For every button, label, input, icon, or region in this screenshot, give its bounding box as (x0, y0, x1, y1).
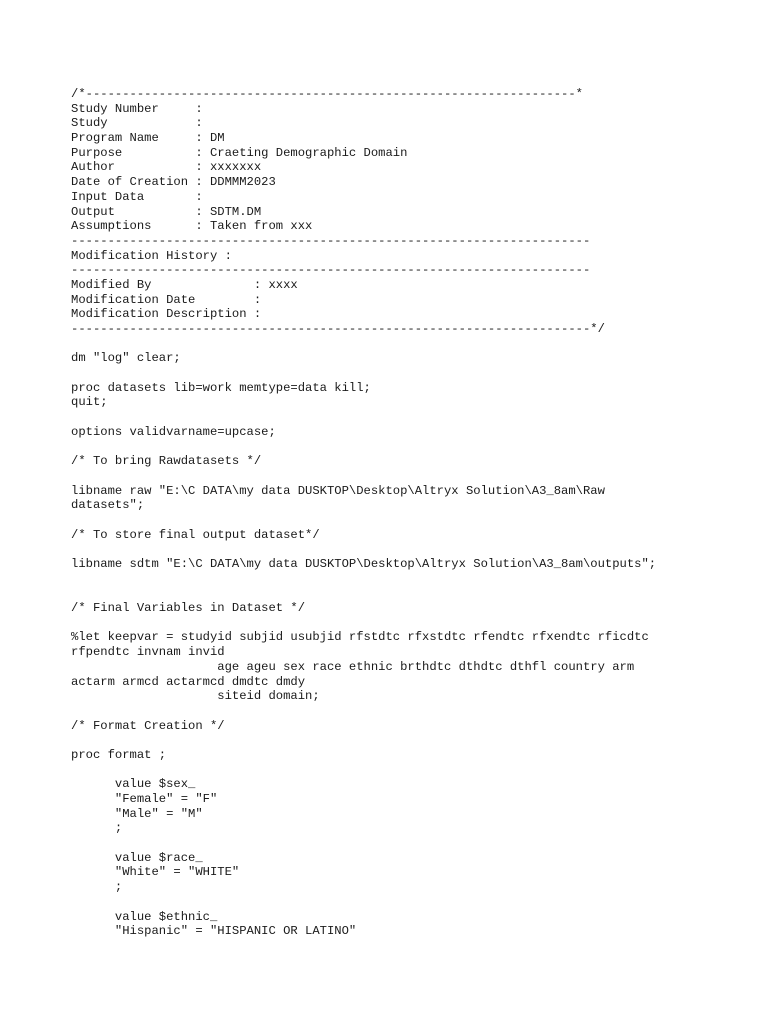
code-line: -----------------------------------------------------------------------*/ (71, 322, 605, 336)
code-line: /* Format Creation */ (71, 718, 225, 733)
code-line: Modification Description : (71, 307, 262, 322)
code-line: Input Data : (71, 189, 203, 204)
code-line: "Hispanic" = "HISPANIC OR LATINO" (71, 924, 357, 939)
code-line: libname raw "E:\C DATA\my data DUSKTOP\Desktop\Altryx Solution\A3_8am\Raw (71, 483, 605, 498)
code-line: ; (71, 821, 123, 836)
code-line: /* To bring Rawdatasets */ (71, 454, 262, 469)
code-line: /* Final Variables in Dataset */ (71, 601, 306, 616)
code-line (71, 704, 751, 719)
code-line: ----------------------------------------------------------------------- (71, 233, 591, 248)
code-line (71, 586, 751, 601)
code-line (71, 410, 751, 425)
code-line: quit; (71, 395, 108, 410)
code-line (71, 763, 751, 778)
code-line: Modification Date : (71, 292, 262, 307)
code-line: Study Number : (71, 101, 203, 116)
code-line (71, 513, 751, 528)
code-line (71, 836, 751, 851)
code-line: Output : SDTM.DM (71, 204, 262, 219)
code-line (71, 440, 751, 455)
code-line: Modification History : (71, 248, 232, 263)
code-line: Program Name : DM (71, 131, 225, 146)
code-line: proc format ; (71, 747, 167, 762)
code-line: actarm armcd actarmcd dmdtc dmdy (71, 674, 306, 689)
code-line (71, 572, 751, 587)
code-line: siteid domain; (71, 689, 320, 704)
code-line: proc datasets lib=work memtype=data kill; (71, 380, 371, 395)
code-line (71, 366, 751, 381)
code-line (71, 895, 751, 910)
code-line: "Female" = "F" (71, 792, 218, 806)
code-line: /* To store final output dataset*/ (71, 527, 320, 542)
code-line: Author : xxxxxxx (71, 160, 262, 175)
code-line: dm "log" clear; (71, 351, 181, 366)
code-line: ; (71, 880, 123, 895)
code-line: value $sex_ (71, 777, 196, 792)
code-line: rfpendtc invnam invid (71, 645, 225, 660)
code-line: value $race_ (71, 850, 203, 865)
code-line (71, 733, 751, 748)
code-line (71, 616, 751, 631)
code-line (71, 469, 751, 484)
code-line: options validvarname=upcase; (71, 424, 276, 439)
code-line (71, 542, 751, 557)
code-line: age ageu sex race ethnic brthdtc dthdtc dthfl country arm (71, 659, 635, 674)
code-line: Assumptions : Taken from xxx (71, 219, 313, 234)
code-line (71, 337, 751, 352)
code-line: %let keepvar = studyid subjid usubjid rfstdtc rfxstdtc rfendtc rfxendtc rficdtc (71, 630, 649, 645)
code-line: "Male" = "M" (71, 806, 203, 821)
code-line: datasets"; (71, 498, 145, 513)
sas-program-code (71, 87, 751, 939)
code-line: Purpose : Craeting Demographic Domain (71, 145, 408, 160)
code-line: Study : (71, 116, 203, 131)
code-line: /*-------------------------------------------------------------------* (71, 87, 583, 101)
code-line: "White" = "WHITE" (71, 865, 240, 880)
code-line: Date of Creation : DDMMM2023 (71, 175, 276, 190)
code-line: value $ethnic_ (71, 909, 218, 924)
code-line: libname sdtm "E:\C DATA\my data DUSKTOP\Desktop\Altryx Solution\A3_8am\outputs"; (71, 557, 657, 571)
code-line: ----------------------------------------------------------------------- (71, 263, 591, 278)
code-line: Modified By : xxxx (71, 277, 298, 292)
